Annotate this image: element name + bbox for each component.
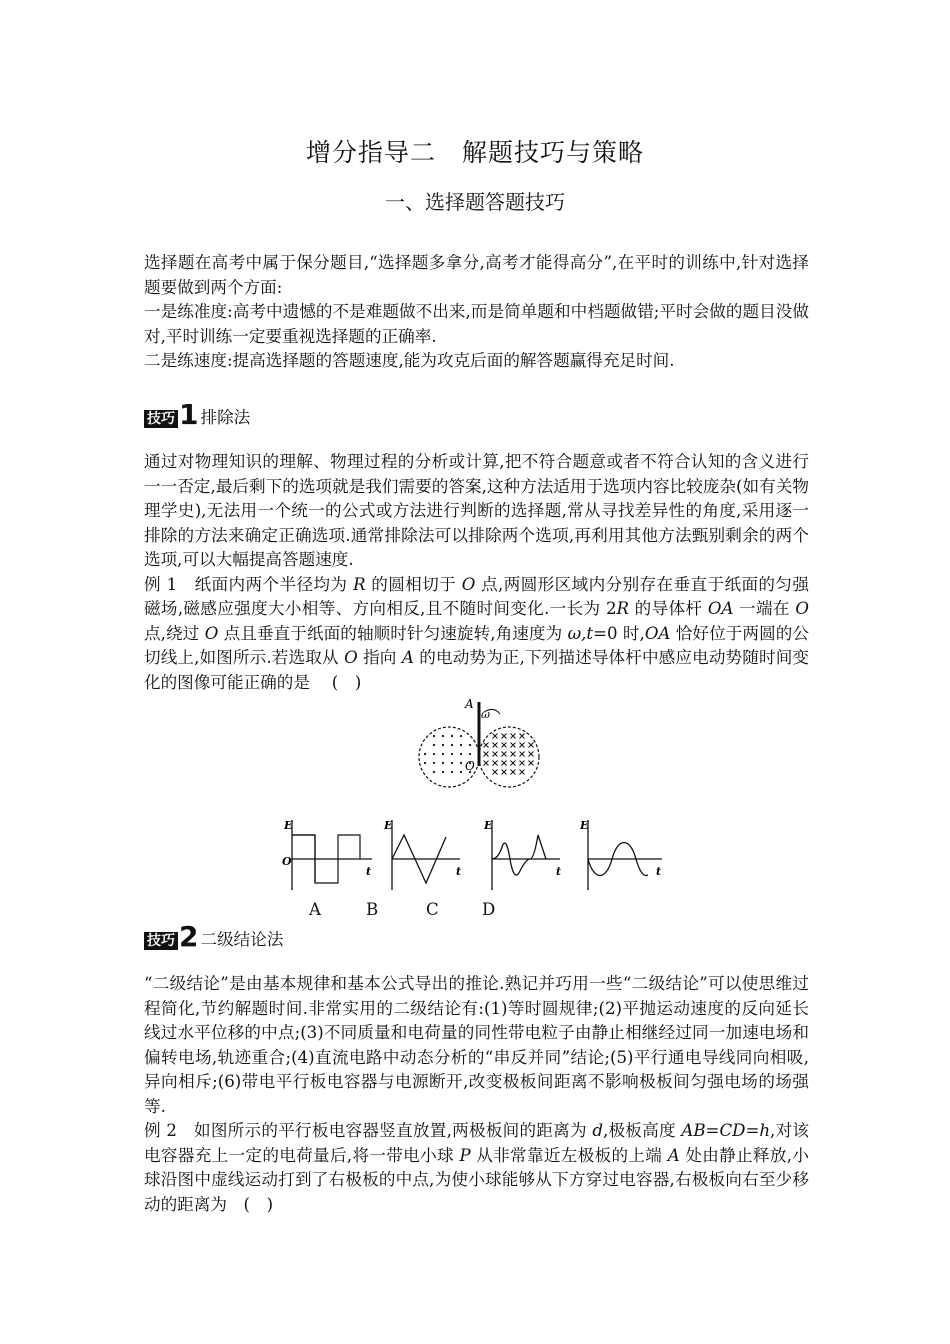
graph-b [383, 819, 461, 890]
skill1-badge-number: 1 [179, 398, 199, 431]
ex2-seg: ,对该电容器充上一定的电荷量后,将一带电小球 [144, 1121, 809, 1165]
graph-d [579, 819, 662, 890]
ex1-seg: 的电动势为正,下列描述导体杆中感应电动势随时间变化的图像可能正确的是 ( ) [144, 648, 809, 692]
field-crosses [484, 734, 534, 775]
page-title: 增分指导二 解题技巧与策略 [305, 138, 644, 167]
axis-e: E [384, 819, 393, 832]
ex1-seg: 的导体杆 [629, 599, 708, 618]
ex1-seg: 点,绕过 [144, 623, 205, 643]
magnetic-field-figure [410, 696, 550, 790]
fig-label-omega: ω [481, 708, 490, 721]
intro-point-accuracy: 一是练准度:高考中遗憾的不是难题做不出来,而是简单题和中档题做错;平时会做的题目没做对,平时训练一定要重视选择题的正确率. [144, 302, 809, 346]
graph-c [483, 819, 561, 890]
option-b-label: B [366, 900, 379, 919]
skill1-title: 排除法 [200, 408, 251, 427]
ex2-var-a: A [667, 1145, 680, 1165]
option-d-label: D [482, 900, 496, 919]
skill2-body: “二级结论”是由基本规律和基本公式导出的推论.熟记并巧用一些“二级结论”可以使思维过程简化,节约解题时间.非常实用的二级结论有:(1)等时圆规律;(2)平抛运动速度的反向延长线过水平位移的中点;(3)不同质量和电荷量的同性带电粒子由静止相继经过同一加速电场和偏转电场,轨迹重合;(4)直流电路中动态分析的“串反并同”结论;(5)平行通电导线同向相吸,异向相斥;(6)带电平行板电容器与电源断开,改变极板间距离不影响极板间匀强电场的场强等. [144, 974, 809, 1116]
intro-paragraph: 选择题在高考中属于保分题目,“选择题多拿分,高考才能得高分”,在平时的训练中,针对选择题要做到两个方面: [144, 253, 809, 297]
ex1-var-o: O [204, 623, 219, 643]
skill1-badge-text: 技巧 [144, 410, 178, 428]
emf-graphs [280, 815, 680, 895]
ex1-seg: 的圆相切于 [365, 574, 462, 594]
skill1-body: 通过对物理知识的理解、物理过程的分析或计算,把不符合题意或者不符合认知的含义进行一一否定,最后剩下的选项就是我们需要的答案,这种方法适用于选项内容比较庞杂(如有关物理学史),无法用一个统一的公式或方法进行判断的选择题,常从寻找差异性的角度,采用逐一排除的方法来确定正确选项.通常排除法可以排除两个选项,再利用其他方法甄别剩余的两个选项,可以大幅提高答题速度. [144, 452, 809, 569]
axis-o: O [282, 855, 292, 868]
example1-text [144, 573, 809, 696]
ex2-var-p: P [459, 1145, 471, 1165]
ex1-seg: 指向 [357, 648, 402, 667]
ex1-var-omega: ω,t [567, 623, 594, 643]
ex1-var-o: O [795, 599, 809, 618]
ex1-seg: 一端在 [733, 599, 796, 618]
axis-e: E [484, 819, 493, 832]
ex2-seg: 处由静止释放,小球沿图中虚线运动打到了右极板的中点,为使小球能够从下方穿过电容器,右极板向右至少移动的距离为 ( ) [144, 1145, 809, 1214]
skill2-badge-text: 技巧 [144, 932, 178, 950]
skill1-badge [144, 398, 199, 431]
ex1-seg: 点,两圆形区域内分别存在垂直于纸面的匀强磁场,磁感应强度大小相等、方向相反,且不随时间变化.一长为 2 [144, 574, 809, 618]
skill2-badge [144, 920, 199, 953]
example2-text [144, 1119, 809, 1217]
ex2-seg: ,极板高度 [602, 1121, 682, 1140]
ex1-seg: 例 1 纸面内两个半径均为 [144, 574, 354, 594]
skill2-title: 二级结论法 [200, 930, 284, 949]
axis-t: t [456, 865, 462, 878]
skill2-badge-number: 2 [179, 920, 199, 953]
axis-t: t [556, 865, 562, 878]
left-circle [419, 727, 479, 787]
ex2-var-d: d [592, 1121, 603, 1140]
ex1-var-o: O [461, 574, 476, 594]
intro-section [144, 251, 809, 374]
ex1-var-o: O [344, 648, 358, 667]
axis-t: t [656, 865, 662, 878]
skill2-section [144, 972, 809, 1217]
ex1-var-r: R [616, 599, 630, 618]
skill1-heading [144, 396, 251, 431]
ex1-seg: =0 时, [593, 623, 645, 643]
axis-e: E [284, 819, 293, 832]
skill1-section [144, 450, 809, 695]
fig-label-a: A [465, 697, 474, 711]
axis-e: E [580, 819, 589, 832]
ex1-seg: 点且垂直于纸面的轴顺时针匀速旋转,角速度为 [218, 623, 568, 643]
ex1-var-r: R [353, 574, 366, 594]
option-a-label: A [309, 900, 321, 919]
ex2-seg: 从非常靠近左极板的上端 [470, 1145, 668, 1165]
skill2-heading [144, 918, 284, 953]
ex2-var-ab: AB=CD=h [681, 1121, 771, 1140]
ex1-var-a: A [401, 648, 414, 667]
fig-label-o: O [465, 759, 475, 773]
option-c-label: C [426, 900, 439, 919]
ex1-var-oa: OA [644, 623, 671, 643]
intro-point-speed: 二是练速度:提高选择题的答题速度,能为攻克后面的解答题赢得充足时间. [144, 351, 675, 370]
ex1-var-oa: OA [707, 599, 734, 618]
axis-t: t [366, 865, 372, 878]
ex1-seg: 恰好位于两圆的公切线上,如图所示.若选取从 [144, 623, 809, 667]
graph-a [282, 819, 372, 890]
section-subtitle: 一、选择题答题技巧 [385, 190, 565, 214]
ex2-seg: 例 2 如图所示的平行板电容器竖直放置,两极板间的距离为 [144, 1121, 593, 1140]
right-circle [479, 727, 539, 787]
